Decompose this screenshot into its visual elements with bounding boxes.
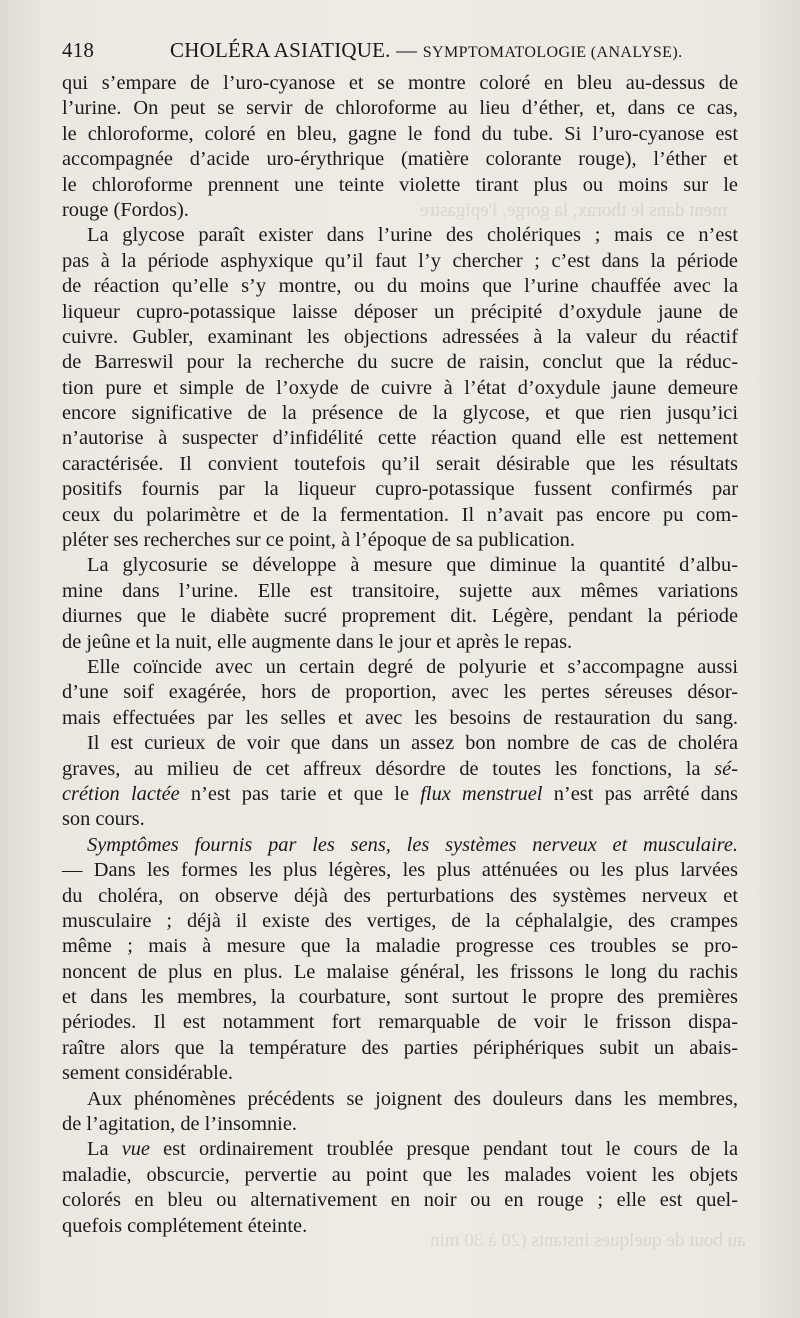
text-line (62, 757, 738, 782)
text-line: caractérisée. Il convient toutefois qu’il serait désirable que les résultats (62, 452, 738, 475)
text-line: ceux du polarimètre et de la fermentation. Il n’avait pas encore pu com- (62, 503, 738, 526)
text-line: et dans les membres, la courbature, sont surtout le propre des premières (62, 986, 738, 1009)
show-through-text: ment dans le thorax, la gorge, l'epigastre (420, 200, 727, 221)
text-line: — Dans les formes les plus légères, les plus atténuées ou les plus larvées (62, 859, 738, 882)
show-through-text: au bout de quelques instants (20 à 30 min (430, 1230, 746, 1251)
page-number: 418 (62, 38, 95, 62)
text-line: Elle coïncide avec un certain degré de polyurie et s’accompagne aussi (87, 655, 738, 678)
text-run: n’est pas arrêté dans (542, 782, 738, 805)
text-line: La glycosurie se développe à mesure que diminue la quantité d’albu- (87, 554, 738, 577)
text-line (62, 1137, 738, 1162)
italic-term: crétion lactée (62, 782, 180, 805)
text-line: La glycose paraît exister dans l’urine des cholériques ; mais ce n’est (87, 224, 738, 247)
text-line (62, 782, 738, 807)
text-line: le chloroforme prennent une teinte violette tirant plus ou moins sur le (62, 173, 738, 196)
text-line: de jeûne et la nuit, elle augmente dans le jour et après le repas. (62, 630, 573, 653)
text-line: périodes. Il est notamment fort remarquable de voir le frisson dispa- (62, 1011, 738, 1034)
text-line: mine dans l’urine. Elle est transitoire, sujette aux mêmes variations (62, 579, 738, 602)
running-head (170, 38, 683, 63)
text-line: tion pure et simple de l’oxyde de cuivre à l’état d’oxydule jaune demeure (62, 376, 738, 399)
text-line: quefois complétement éteinte. (62, 1214, 308, 1237)
text-line: accompagnée d’acide uro-érythrique (matière colorante rouge), l’éther et (62, 148, 738, 171)
text-line: mais effectuées par les selles et avec les besoins de restauration du sang. (62, 706, 738, 729)
text-line: Aux phénomènes précédents se joignent des douleurs dans les membres, (87, 1087, 738, 1110)
text-line: n’autorise à suspecter d’infidélité cette réaction quand elle est nettement (62, 427, 738, 450)
text-line: musculaire ; déjà il existe des vertiges, de la céphalalgie, des crampes (62, 909, 738, 932)
text-line: colorés en bleu ou alternativement en noir ou en rouge ; elle est quel- (62, 1189, 738, 1212)
text-line: diurnes que le diabète sucré proprement dit. Légère, pendant la période (62, 605, 738, 628)
text-run: n’est pas tarie et que le (179, 782, 421, 805)
page-header (62, 38, 752, 68)
text-line: raître alors que la température des parties périphériques subit un abais- (62, 1036, 738, 1059)
text-line: son cours. (62, 808, 145, 831)
text-run: La (87, 1138, 122, 1161)
text-line: rouge (Fordos). (62, 198, 189, 221)
text-line: l’urine. On peut se servir de chloroforme au lieu d’éther, et, dans ce cas, (62, 97, 738, 120)
italic-term: vue (121, 1138, 150, 1161)
text-line: de Barreswil pour la recherche du sucre de raisin, conclut que la réduc- (62, 351, 738, 374)
text-line: sement considérable. (62, 1062, 233, 1085)
body-text (62, 71, 738, 1239)
running-head-subtitle: SYMPTOMATOLOGIE (ANALYSE). (422, 44, 683, 61)
text-line: du choléra, on observe déjà des perturbations des systèmes nerveux et (62, 884, 738, 907)
text-line: noncent de plus en plus. Le malaise général, les frissons le long du rachis (62, 960, 738, 983)
running-head-title: CHOLÉRA ASIATIQUE. — (170, 38, 418, 62)
italic-term: sé- (714, 757, 738, 780)
text-line: d’une soif exagérée, hors de proportion, avec les pertes séreuses désor- (62, 681, 738, 704)
italic-term: flux menstruel (420, 782, 543, 805)
text-line: maladie, obscurcie, pervertie au point que les malades voient les objets (62, 1163, 738, 1186)
text-line: encore significative de la présence de la glycose, et que rien jusqu’ici (62, 402, 738, 425)
text-line: Il est curieux de voir que dans un assez bon nombre de cas de choléra (87, 732, 738, 755)
text-line: pas à la période asphyxique qu’il faut l’y chercher ; c’est dans la période (62, 249, 738, 272)
text-line: de l’agitation, de l’insomnie. (62, 1113, 298, 1136)
text-line: même ; mais à mesure que la maladie progresse ces troubles se pro- (62, 935, 738, 958)
text-line: pléter ses recherches sur ce point, à l’époque de sa publication. (62, 529, 575, 552)
text-line: le chloroforme, coloré en bleu, gagne le fond du tube. Si l’uro-cyanose est (62, 122, 738, 145)
text-line: liqueur cupro-potassique laisse déposer un précipité d’oxydule jaune de (62, 300, 738, 323)
text-run: graves, au milieu de cet affreux désordre de toutes les fonctions, la (62, 757, 715, 780)
text-line: positifs fournis par la liqueur cupro-potassique fussent confirmés par (62, 478, 738, 501)
text-run: est ordinairement troublée presque pendant tout le cours de la (149, 1138, 739, 1161)
text-line: qui s’empare de l’uro-cyanose et se montre coloré en bleu au-dessus de (62, 72, 738, 94)
section-heading: Symptômes fournis par les sens, les systèmes nerveux et musculaire. (87, 833, 738, 856)
text-line: cuivre. Gubler, examinant les objections adressées à la valeur du réactif (62, 325, 738, 348)
text-line: de réaction qu’elle s’y montre, ou du moins que l’urine chauffée avec la (62, 275, 738, 298)
